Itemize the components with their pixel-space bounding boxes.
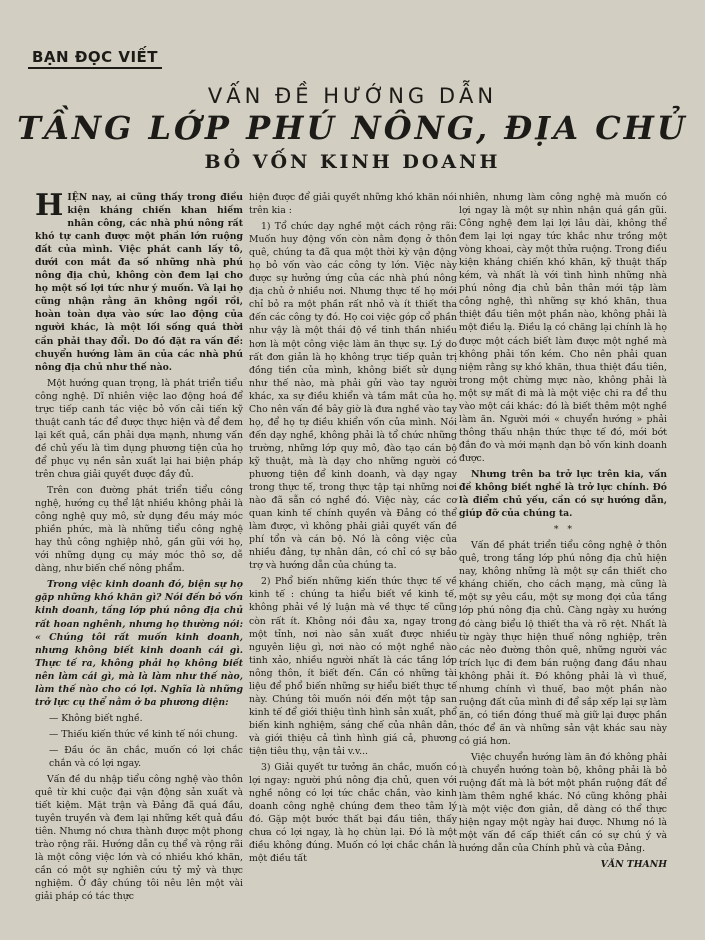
paragraph: 2) Phổ biến những kiến thức thực tế về kinh tế : chúng ta hiểu biết về kinh tế, không phải về lý luận mà về thực tế cũng còn rất ít. Không nói đâu xa, ngay trong một tỉnh, nơi nào sản xuất được nhiều nguyên liệu gì, nơi nào có một nghề nào tinh xảo, nhiều người nhất là các tầng lớp nông thôn, ít biết đến. Cần có những tài liệu để phổ biến những sự hiểu biết thực tế này. Chúng tôi muốn nói đến một tập san kinh tế để giới thiệu tình hình sản xuất, phổ biến kinh nghiệm, sáng chế của nhân dân, và giới thiệu cả tình hình giá cả, phương tiện tiêu thụ, vận tải v.v... — [249, 576, 457, 757]
paragraph — [35, 188, 243, 374]
paragraph-text: IỆN nay, ai cũng thấy trong điều kiện kháng chiến khan hiếm nhân công, các nhà phú nông rất khó tự canh được một phần lớn ruộng đất của mình. Việc phát canh lấy tô, dưới con mắt đa số những nhà phú nông địa chủ, không còn đem lại cho họ một số lợi tức như ý muốn. Và lại họ cũng nhận rằng ăn không ngồi rồi, hoàn toàn dựa vào sức lao động của người khác, là một lối sống quá thời cần phải thay đổi. Do đó đặt ra vấn đề: chuyển hướng làm ăn của các nhà phú nông địa chủ như thế nào. — [35, 192, 243, 373]
article-column-1 — [35, 188, 243, 903]
paragraph: hiện được để giải quyết những khó khăn nói trên kia : — [249, 192, 457, 217]
paragraph: Trong việc kinh doanh đó, biện sự họ gặp những khó khăn gì? Nói đến bỏ vốn kinh doanh, tầng lớp phú nông địa chủ rất hoan nghênh, nhưng họ thường nói: « Chúng tôi rất muốn kinh doanh, nhưng không biết kinh doanh cái gì. Thực tế ra, không phải họ không biết nên làm cái gì, mà là làm như thế nào, làm thế nào cho có lợi. Nghĩa là những trở lực cụ thể nằm ở ba phương diện: — [35, 579, 243, 708]
headline: TẦNG LỚP PHÚ NÔNG, ĐỊA CHỦ — [17, 109, 688, 147]
paragraph: Vấn đề phát triển tiểu công nghệ ở thôn quê, trong tầng lớp phú nông địa chủ hiện nay, không những là một sự cần thiết cho kháng chiến, cho cách mạng, mà cũng là một sự yêu cầu, một sự mong đợi của tầng lớp phú nông địa chủ. Càng ngày xu hướng đó càng biểu lộ thiết tha và rõ rệt. Nhất là từ ngày thực hiện thuế nông nghiệp, trên các nẻo đường thôn quê, những người vác trích lục đi đem bán ruộng đang đầu nhau không phải ít. Đó không phải là vì thuế, nhưng chính vì thuế, bao một phần nào ruộng đất của mình đi để sắp xếp lại sự làm ăn, có tiền đóng thuế mà giữ lại được phần thóc để ăn và những sản vật khác sau này có giá hơn. — [459, 540, 667, 747]
paragraph: Vấn đề du nhập tiểu công nghệ vào thôn quê từ khi cuộc đại vận động sản xuất và tiết kiệm. Mặt trận và Đảng đã quá đầu, tuyên truyền và đem lại những kết quả đầu tiên. Nhưng nó chưa thành được một phong trào rộng rãi. Hướng dẫn cụ thể và rộng rãi là một công việc lớn và có nhiều khó khăn, cần có một sự nghiên cứu tỷ mỷ và thực nghiệm. Ở đây chúng tôi nêu lên một vài giải pháp có tác thực — [35, 774, 243, 903]
list-item: — Thiếu kiến thức về kinh tế nói chung. — [49, 728, 238, 740]
section-separator: * * — [553, 524, 573, 536]
paragraph: 1) Tổ chức dạy nghề một cách rộng rãi: Muốn huy động vốn còn nằm đọng ở thôn quê, chúng ta đã qua một thời kỳ vận động họ bỏ vốn vào các công ty lớn. Việc này được sự hưởng ứng của các nhà phú nông địa chủ ở nhiều nơi. Nhưng thực tế họ mới chỉ bỏ ra một phần rất nhỏ và ít thiết tha đến các công ty đó. Họ coi việc góp cổ phần như vậy là một thái độ về tinh thần nhiều hơn là một công việc làm ăn thực sự. Lý do rất đơn giản là họ không trực tiếp quản trị đồng tiền của mình, không biết sử dụng như thế nào, mà phải gửi vào tay người khác, xa sự điều khiển và tầm mắt của họ. Cho nên vấn đề bây giờ là đưa nghề vào tay họ, để họ tự điều khiển vốn của mình. Nói đến dạy nghề, không phải là tổ chức những trường, những lớp quy mô, đào tạo cán bộ kỹ thuật, mà là dạy cho những người có phương tiện để kinh doanh, và dạy ngay trong thực tế, trong thực tập tại những nơi nào đã sẵn có nghề đó. Việc này, các cơ quan kinh tế chính quyền và Đảng có thể làm được, vì không phải giải quyết vấn đề phí tổn và cán bộ. Nó là công việc của nhiều đảng, tự nhân dân, có chỉ có sự bảo trợ và hướng dẫn của chúng ta. — [249, 221, 457, 572]
article-column-3 — [459, 191, 667, 891]
paragraph: Việc chuyển hướng làm ăn đó không phải là chuyển hướng toàn bộ, không phải là bỏ ruộng đất mà là bớt một phần ruộng đất để làm thêm nghề khác. Nó cũng không phải là một việc đơn giản, dễ dàng có thể thực hiện ngay một ngày hai được. Nhưng nó là một vấn đề cấp thiết cần có sự chú ý và hướng dẫn của Chính phủ và của Đảng. — [459, 751, 667, 855]
drop-cap: H — [35, 188, 64, 223]
paragraph: nhiên, nhưng làm công nghệ mà muốn có lợi ngay là một sự nhìn nhận quá gần gũi. Công nghệ đem lại lợi lâu dài, không thể đem lại lợi ngay tức khắc như trồng một vòng khoai, cày một thửa ruộng. Trong điều kiện kháng chiến khó khăn, kỹ thuật thấp kém, và nhất là với tình hình những nhà phú nông địa chủ bản thân mới tập làm công nghệ, thì những sự khó khăn, thua thiệt đầu tiên một phần nào, không phải là một điều lạ. Điều lạ có chăng lại chính là họ được một cách biết làm được một nghề mà không phải tốn kém. Cho nên phải quan niệm rằng sự khó khăn, thua thiệt đầu tiên, trong một chừng mực nào, không phải là một sự mất đi mà là một việc chi ra để thu vào một cái khác: đó là biết thêm một nghề làm ăn. Người mới « chuyển hướng » phải thông thấu nhận thức thực tế đó, mới bớt đắn đo và mới mạnh dạn bỏ vốn kinh doanh được. — [459, 192, 667, 464]
subheadline: BỎ VỐN KINH DOANH — [204, 151, 501, 173]
paragraph: Nhưng trên ba trở lực trên kia, vấn đề không biết nghề là trở lực chính. Đó là điểm chủ yếu, cần có sự hướng dẫn, giúp đỡ của chúng ta. — [459, 468, 667, 520]
paragraph: Một hướng quan trọng, là phát triển tiểu công nghệ. Dĩ nhiên việc lao động hoá để trực tiếp canh tác việc bỏ vốn cải tiến kỹ thuật canh tác để được thực hiện và để đem lại kết quả, cần phải dựa mạnh, nhưng vấn đề chủ yếu là tìm dụng phương tiện của họ để phục vụ nền sản xuất lại hai biện pháp trên chưa giải quyết được đầy đủ. — [35, 377, 243, 480]
paragraph: 3) Giải quyết tư tưởng ăn chắc, muốn có lợi ngay: người phú nông địa chủ, quen với nghề nông có lợi tức chắc chắn, vào kinh doanh công nghệ chúng đem theo tâm lý đó. Gặp một bước thất bại đầu tiên, thấy chưa có lợi ngay, là họ chùn lại. Đó là một điều không đúng. Muốn có lợi chắc chắn là một điều tất — [249, 762, 457, 865]
paragraph: Trên con đường phát triển tiểu công nghệ, hướng cụ thể lật nhiều không phải là công nghệ quy mô, sử dụng đều máy móc phiền phức, mà là những tiểu công nghệ hay thủ công nghiệp nhỏ, gần gũi với họ, với những dụng cụ máy móc thô sơ, dễ dàng, như biến chế nông phẩm. — [35, 485, 243, 575]
list-item: — Đầu óc ăn chắc, muốn có lợi chắc chắn và có lợi ngay. — [49, 744, 243, 769]
list-item: — Không biết nghề. — [49, 712, 143, 724]
kicker-title: VẤN ĐỀ HƯỚNG DẪN — [207, 84, 498, 108]
author-signature: VĂN THANH — [600, 859, 667, 871]
article-column-2 — [249, 191, 457, 891]
section-label: BẠN ĐỌC VIẾT — [28, 48, 162, 69]
